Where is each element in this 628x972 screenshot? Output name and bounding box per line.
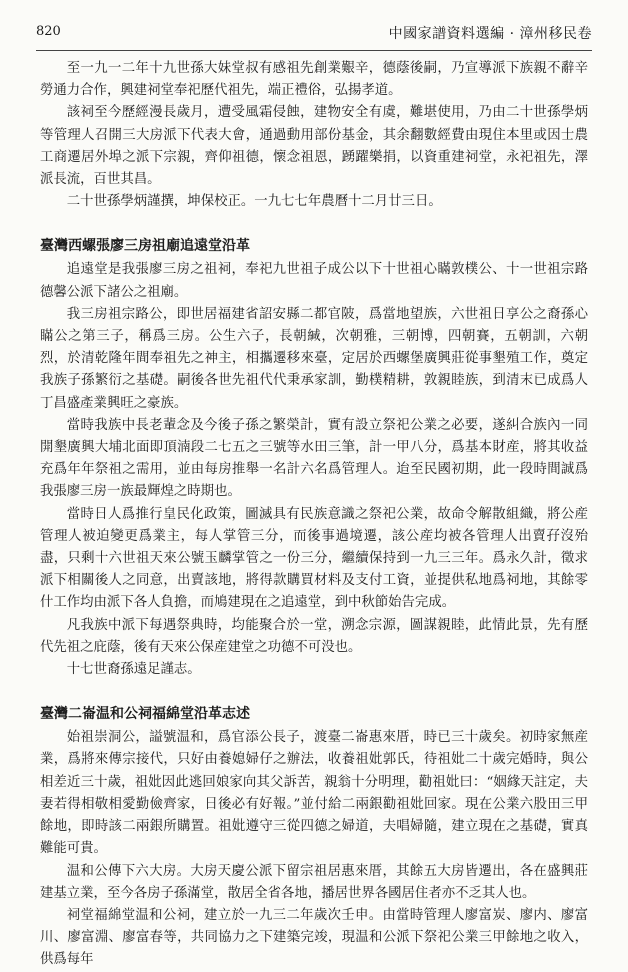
page-number: 820	[36, 24, 61, 39]
page-header	[36, 20, 592, 51]
page-body	[40, 58, 588, 972]
paragraph: 該祠至今歷經漫長歲月，遭受風霜侵蝕，建物安全有虞，難堪使用，乃由二十世孫學炳等管理人召開三大房派下代表大會，通過動用部份基金，其余翻數經費由現住本里或因士農工商遷居外埠之派下宗親，齊仰祖德，懷念祖恩，踴躍樂捐，以資重建祠堂，永祀祖先，澤派長流，百世其昌。	[40, 105, 588, 188]
paragraph: 凡我族中派下每遇祭典時，均能聚合於一堂，溯念宗源，圖謀親睦，此情此景，先有歷代先祖之庇蔭，後有天來公保産建堂之功德不可没也。	[40, 617, 588, 655]
paragraph: 至一九一二年十九世孫大妹堂叔有感祖先創業艱辛，德蔭後嗣，乃宣導派下族親不辭辛勞通力合作，興建祠堂奉祀歷代祖先，端正禮俗，弘揚孝道。	[40, 61, 588, 99]
running-title: 中國家譜資料選編 · 漳州移民卷	[388, 26, 592, 42]
paragraph: 當時我族中長老輩念及今後子孫之繁榮計，實有設立祭祀公業之必要，遂糾合族內一同開墾廣興大埔北面即頂湳段二七五之三號等水田三筆，計一甲八分，爲基本財産，將其收益充爲年年祭祖之需用，並由每房推舉一名計六名爲管理人。迨至民國初期，此一段時間誠爲我張廖三房一族最輝煌之時期也。	[40, 417, 588, 500]
signature-line: 十七世裔孫遠足謹志。	[66, 662, 201, 678]
paragraph: 始祖崇洞公，謚號温和，爲官添公長子，渡臺二崙惠來厝，時已三十歲矣。初時家無産業，爲將來傳宗接代，只好由養媳婦仔之辦法，收養祖妣郭氏，待祖妣二十歲完婚時，與公相差近三十歲，祖妣因此逃回娘家向其父訴苦，親翁十分明理，勸祖妣曰：“姻緣天註定，夫妻若得相敬相愛勤儉齊家，日後必有好報。”並付給二兩銀勸祖妣回家。現在公業六股田三甲餘地，即時該二兩銀所購置。祖妣遵守三從四德之婦道，夫唱婦隨，建立現在之基礎，實真難能可貴。	[40, 730, 588, 857]
paragraph: 温和公傳下六大房。大房天慶公派下留宗祖居惠來厝，其餘五大房皆遷出，各在盛興莊建基立業，至今各房子孫滿堂，散居全省各地，播居世界各國居住者亦不乏其人也。	[40, 863, 588, 901]
paragraph: 當時日人爲推行皇民化政策，圖滅具有民族意識之祭祀公業，故命令解散組織，將公産管理人被迫變更爲業主，每人掌管三分，而後事過境遷，該公産均被各管理人出賣孖沒殆盡，只剩十六世祖天來公號玉麟掌管之一份三分，繼續保持到一九三三年。爲永久計，徵求派下相關後人之同意，出賣該地，將得款購買材料及支付工資，並提供私地爲祠地，其餘零什工作均由派下各人負擔，而鳩建現在之追遠堂，到中秋節始告完成。	[40, 506, 588, 611]
paragraph: 追遠堂是我張廖三房之祖祠，奉祀九世祖子成公以下十世祖心瞞敦樸公、十一世祖宗路德馨公派下諸公之祖廟。	[40, 262, 588, 300]
signature-line: 二十世孫學炳謹撰，坤保校正。一九七七年農曆十二月廿三日。	[66, 194, 442, 210]
section-title: 臺灣二崙温和公祠福綿堂沿革志述	[40, 706, 250, 723]
section-title: 臺灣西螺張廖三房祖廟追遠堂沿革	[40, 238, 250, 255]
paragraph: 祠堂福綿堂温和公祠，建立於一九三二年歲次壬申。由當時管理人廖富炭、廖内、廖富川、廖富淵、廖富春等，共同協力之下建築完竣，現温和公派下祭祀公業三甲餘地之收入，供爲每年	[40, 907, 588, 968]
paragraph: 我三房祖宗路公，即世居福建省詔安縣二都官陂，爲當地望族，六世祖日享公之裔孫心瞞公之第三子，稱爲三房。公生六子，長朝緘，次朝雅，三朝博，四朝賽，五朝訓，六朝烈，於清乾隆年間奉祖先之神主，相攜遷移來臺，定居於西螺堡廣興莊從事墾殖工作，奠定我族子孫繁衍之基礎。嗣後各世先祖代代秉承家訓，勤樸精耕，敦親睦族，到清末已成爲人丁昌盛產業興旺之豪族。	[40, 306, 588, 411]
